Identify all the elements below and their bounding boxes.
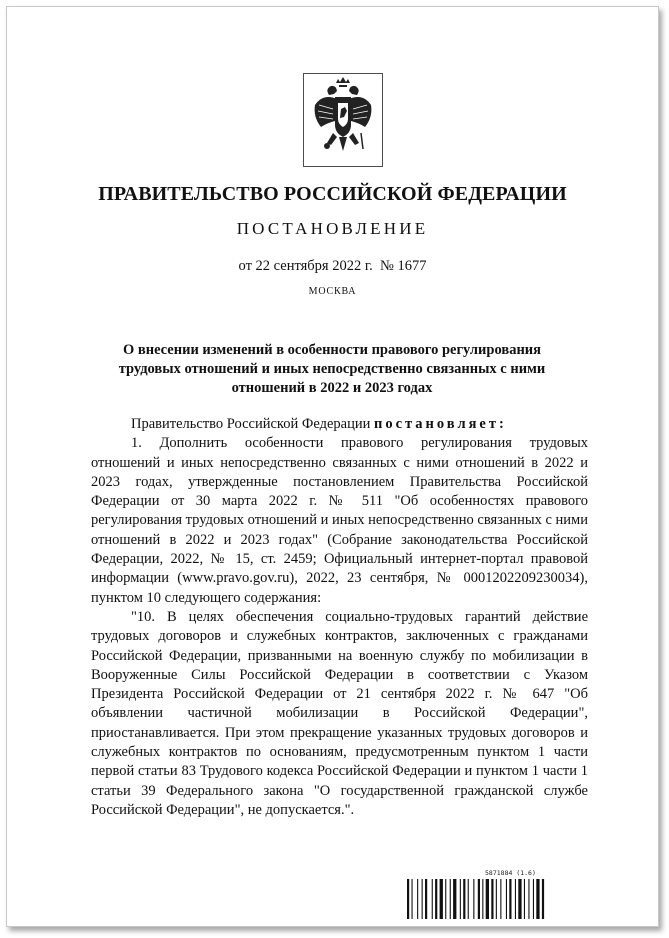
heading-line: отношений в 2022 и 2023 годах	[231, 380, 433, 396]
document-heading	[87, 341, 577, 398]
document-code: 5871884 (1.6)	[485, 869, 536, 877]
paragraph-item-1: 1. Дополнить особенности правового регулирования трудовых отношений и иных непосредственно связанных с ними отношений в 2022 и 2023 годах, утвержденные постановлением Правительства Российской Федерации от 30 марта 2022 г. № 511 "Об особенностях правового регулирования трудовых отношений и иных непосредственно связанных с ними отношений в 2022 и 2023 годах" (Собрание законодательства Российской Федерации, 2022, № 15, ст. 2459; Официальный интернет-портал правовой информации (www.pravo.gov.ru), 2022, 23 сентября, № 0001202209230034), пунктом 10 следующего содержания:	[91, 435, 588, 606]
city: МОСКВА	[308, 286, 357, 297]
document-body	[91, 415, 588, 820]
intro-text: Правительство Российской Федерации	[131, 416, 374, 432]
heading-line: О внесении изменений в особенности правового регулирования	[122, 342, 541, 358]
barcode-icon	[407, 879, 589, 919]
document-type: ПОСТАНОВЛЕНИЕ	[236, 219, 429, 238]
intro-paragraph	[91, 415, 588, 434]
heading-line: трудовых отношений и иных непосредственно связанных с ними	[118, 361, 546, 377]
government-title: ПРАВИТЕЛЬСТВО РОССИЙСКОЙ ФЕДЕРАЦИИ	[98, 183, 567, 205]
intro-action: постановляет:	[373, 416, 507, 432]
date-and-number: от 22 сентября 2022 г. № 1677	[238, 258, 427, 274]
russian-coat-of-arms-icon	[303, 73, 383, 167]
document-page	[6, 6, 659, 927]
paragraph-item-10: "10. В целях обеспечения социально-трудовых гарантий действие трудовых договоров и служебных контрактов, заключенных с гражданами Российской Федерации, призванными на военную службу по мобилизации в Вооруженные Силы Российской Федерации в соответствии с Указом Президента Российской Федерации от 21 сентября 2022 г. № 647 "Об объявлении частичной мобилизации в Российской Федерации", приостанавливается. При этом прекращение указанных трудовых договоров и служебных контрактов по основаниям, предусмотренным пунктом 1 части первой статьи 83 Трудового кодекса Российской Федерации и пунктом 1 части 1 статьи 39 Федерального закона "О государственной гражданской службе Российской Федерации", не допускается.".	[91, 608, 588, 818]
